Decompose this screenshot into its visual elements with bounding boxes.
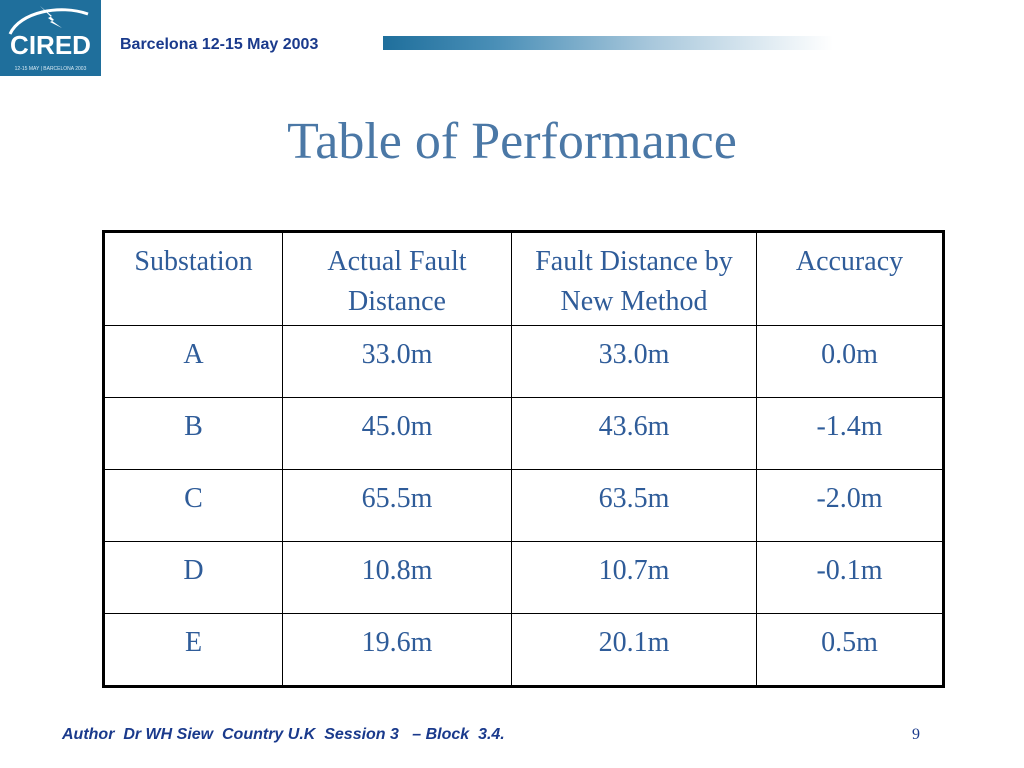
column-header-new-method-distance: Fault Distance by New Method — [512, 232, 757, 326]
table-cell: 10.8m — [283, 542, 512, 614]
table-cell: 63.5m — [512, 470, 757, 542]
table-cell: 33.0m — [512, 326, 757, 398]
table-row — [104, 326, 944, 398]
table-cell: -2.0m — [757, 470, 944, 542]
table-cell: D — [104, 542, 283, 614]
logo-wordmark: CIRED — [10, 30, 91, 60]
table-cell: 33.0m — [283, 326, 512, 398]
performance-table — [102, 230, 945, 688]
page-number: 9 — [912, 726, 920, 743]
footer-author-info: Author Dr WH Siew Country U.K Session 3 – Block 3.4. — [62, 726, 505, 743]
cired-logo — [0, 0, 101, 76]
table-cell: -1.4m — [757, 398, 944, 470]
table-row — [104, 398, 944, 470]
slide-title: Table of Performance — [287, 113, 737, 170]
table-cell: 65.5m — [283, 470, 512, 542]
table-cell: 19.6m — [283, 614, 512, 687]
table-row — [104, 470, 944, 542]
table-cell: 20.1m — [512, 614, 757, 687]
column-header-substation: Substation — [104, 232, 283, 326]
table-cell: 0.0m — [757, 326, 944, 398]
header-gradient-bar — [383, 36, 833, 50]
table-cell: C — [104, 470, 283, 542]
table-cell: -0.1m — [757, 542, 944, 614]
table-cell: 0.5m — [757, 614, 944, 687]
column-header-actual-distance: Actual Fault Distance — [283, 232, 512, 326]
table-cell: 10.7m — [512, 542, 757, 614]
table-cell: 45.0m — [283, 398, 512, 470]
table-cell: A — [104, 326, 283, 398]
table-row — [104, 614, 944, 687]
table-cell: E — [104, 614, 283, 687]
table-header-row — [104, 232, 944, 326]
column-header-accuracy: Accuracy — [757, 232, 944, 326]
table-cell: B — [104, 398, 283, 470]
table-row — [104, 542, 944, 614]
event-header: Barcelona 12-15 May 2003 — [120, 36, 319, 53]
logo-subtext: 12-15 MAY | BARCELONA 2003 — [14, 66, 87, 72]
table-cell: 43.6m — [512, 398, 757, 470]
